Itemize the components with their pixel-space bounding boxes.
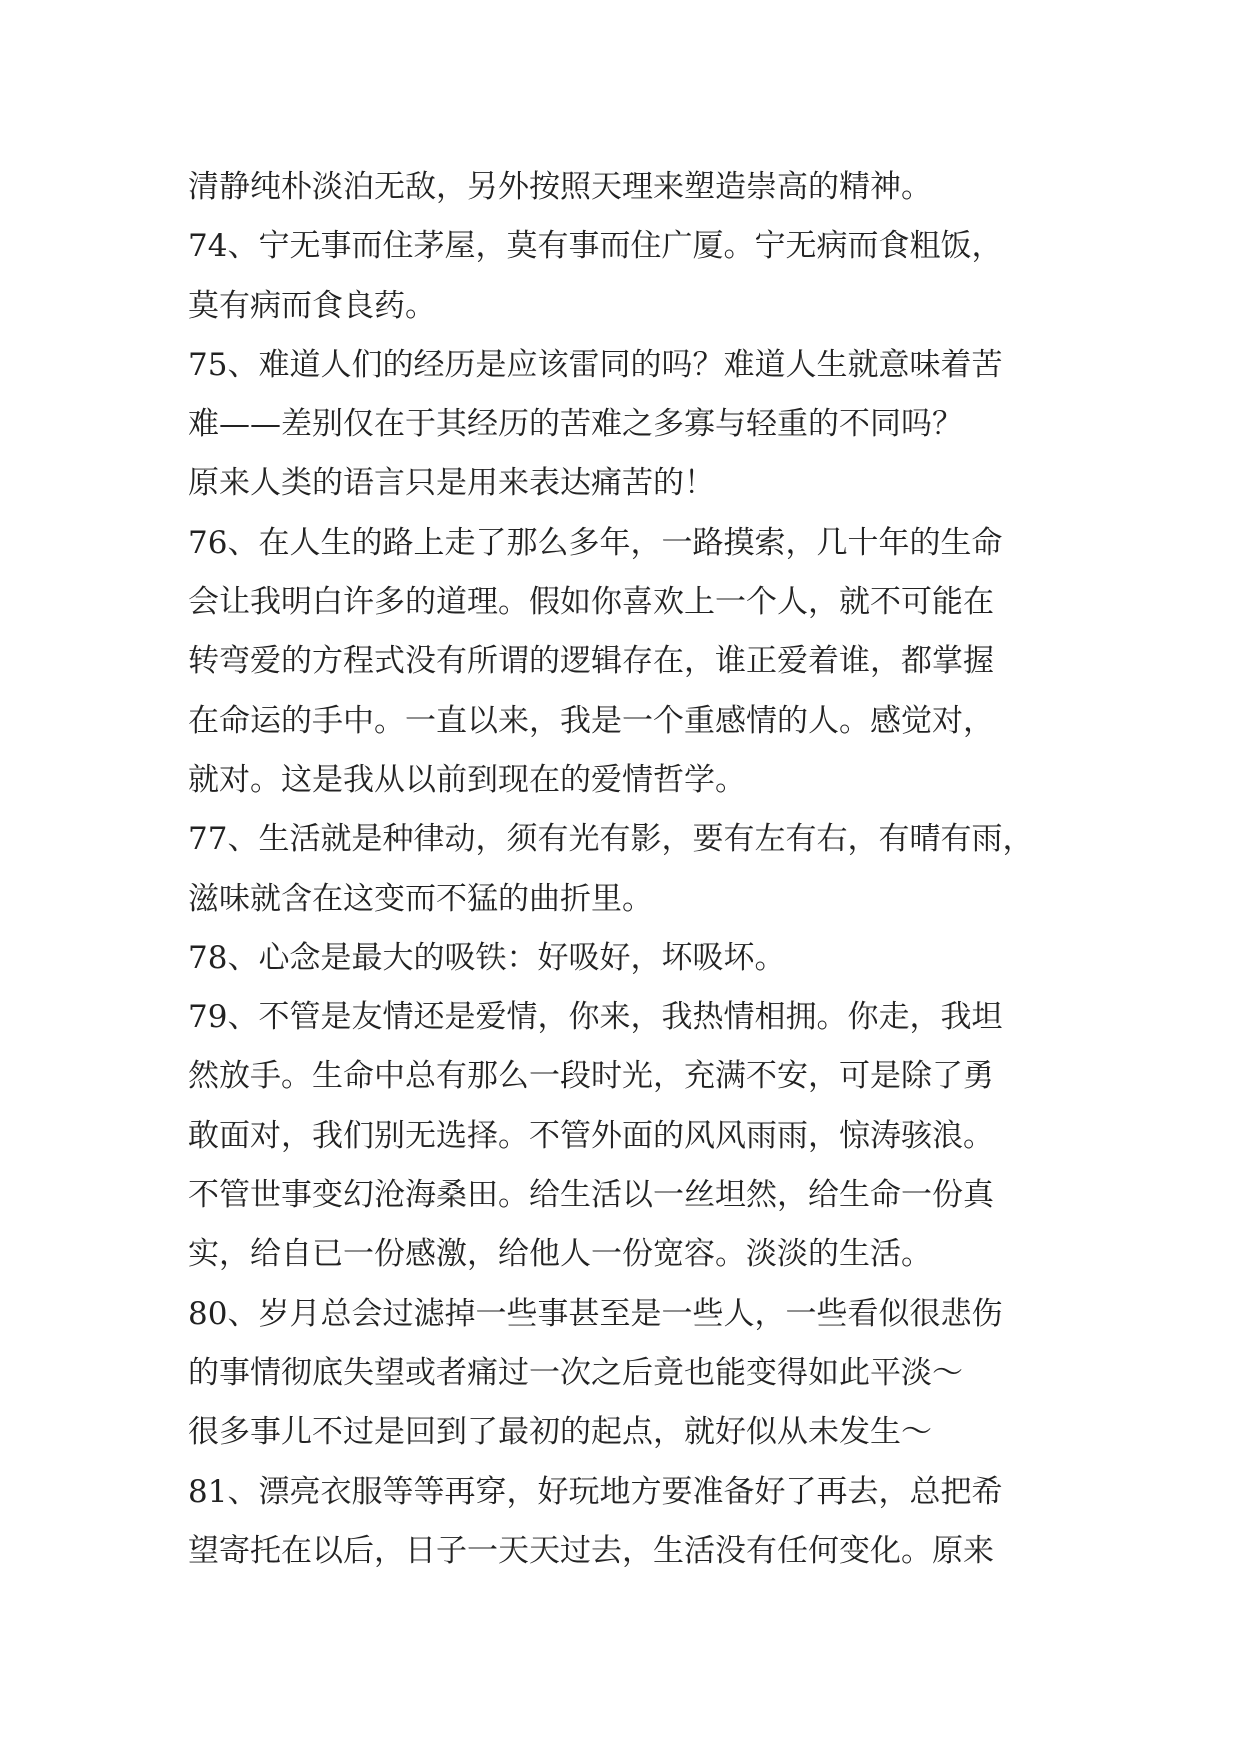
text-line: 清静纯朴淡泊无敌，另外按照天理来塑造崇高的精神。 [188, 169, 932, 205]
text-line: 的事情彻底失望或者痛过一次之后竟也能变得如此平淡～ [188, 1354, 963, 1391]
text-line: 会让我明白许多的道理。假如你喜欢上一个人，就不可能在 [188, 584, 994, 621]
text-line: 敢面对，我们别无选择。不管外面的风风雨雨，惊涛骇浪。 [188, 1117, 994, 1154]
text-line: 莫有病而食良药。 [188, 287, 436, 324]
text-line: 79、不管是友情还是爱情，你来，我热情相拥。你走，我坦 [188, 999, 1003, 1036]
text-line: 74、宁无事而住茅屋，莫有事而住广厦。宁无病而食粗饭， [188, 228, 1003, 265]
text-line: 77、生活就是种律动，须有光有影，要有左有右，有晴有雨， [188, 821, 1034, 858]
text-line: 75、难道人们的经历是应该雷同的吗？难道人生就意味着苦 [188, 346, 1003, 383]
text-line: 然放手。生命中总有那么一段时光，充满不安，可是除了勇 [188, 1058, 994, 1095]
text-line: 81、漂亮衣服等等再穿，好玩地方要准备好了再去，总把希 [188, 1473, 1003, 1510]
text-line: 76、在人生的路上走了那么多年，一路摸索，几十年的生命 [188, 524, 1003, 561]
text-line: 转弯爱的方程式没有所谓的逻辑存在，谁正爱着谁，都掌握 [188, 643, 994, 680]
text-line: 实，给自已一份感激，给他人一份宽容。淡淡的生活。 [188, 1236, 932, 1273]
text-line: 78、心念是最大的吸铁：好吸好，坏吸坏。 [188, 939, 786, 976]
text-line: 80、岁月总会过滤掉一些事甚至是一些人，一些看似很悲伤 [188, 1295, 1003, 1332]
text-line: 不管世事变幻沧海桑田。给生活以一丝坦然，给生命一份真 [188, 1177, 994, 1214]
text-line: 滋味就含在这变而不猛的曲折里。 [188, 880, 653, 917]
text-line: 难——差别仅在于其经历的苦难之多寡与轻重的不同吗？ [188, 406, 963, 443]
text-line: 望寄托在以后，日子一天天过去，生活没有任何变化。原来 [188, 1532, 994, 1569]
body-text [188, 158, 1068, 1581]
text-line: 就对。这是我从以前到现在的爱情哲学。 [188, 761, 746, 798]
text-line: 在命运的手中。一直以来，我是一个重感情的人。感觉对， [188, 702, 994, 739]
text-line: 很多事儿不过是回到了最初的起点，就好似从未发生～ [188, 1414, 932, 1451]
text-line: 原来人类的语言只是用来表达痛苦的！ [188, 465, 715, 502]
